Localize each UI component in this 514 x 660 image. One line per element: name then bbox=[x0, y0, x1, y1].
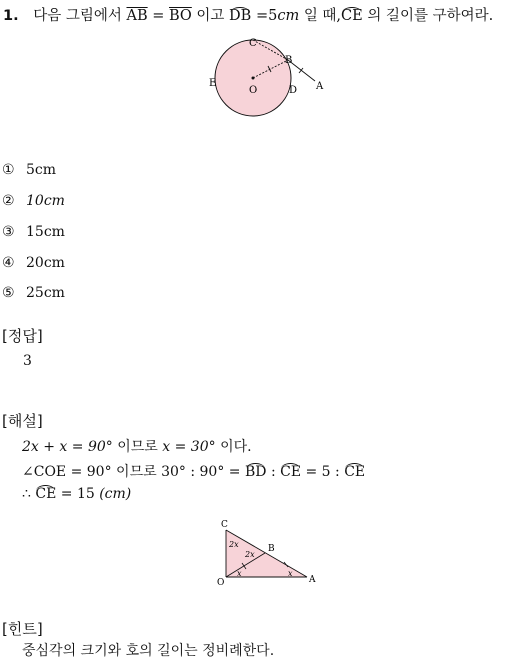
option-4-mark: ④ bbox=[2, 255, 15, 271]
sol-l1-mid: 이므로 bbox=[117, 439, 158, 455]
answer-value: 3 bbox=[23, 353, 32, 369]
label-e: E bbox=[209, 78, 217, 89]
circle-figure bbox=[200, 32, 335, 150]
label-b: B bbox=[285, 55, 293, 66]
option-1-mark: ① bbox=[2, 162, 15, 178]
question-part-1: 다음 그림에서 bbox=[33, 8, 122, 24]
option-3-mark: ③ bbox=[2, 224, 15, 240]
arc-length-value: 5 bbox=[268, 8, 278, 24]
option-5-mark: ⑤ bbox=[2, 285, 15, 301]
question-number: 1. bbox=[3, 8, 19, 24]
option-5[interactable] bbox=[2, 285, 65, 301]
question-text bbox=[3, 4, 493, 25]
label-o: O bbox=[249, 85, 258, 96]
angle-2x-top: 2x bbox=[229, 540, 239, 549]
label-b-2: B bbox=[268, 544, 275, 554]
option-4-value: 20cm bbox=[26, 255, 65, 271]
sol-l1-res: x = 30° bbox=[162, 439, 216, 455]
label-a-2: A bbox=[309, 575, 316, 585]
equals-sign: = bbox=[152, 8, 165, 24]
option-3-value: 15cm bbox=[26, 224, 65, 240]
label-c-2: C bbox=[221, 520, 228, 530]
equals-sign-2: = bbox=[255, 8, 269, 24]
sol-l3-arc-ce: CE bbox=[35, 486, 57, 502]
option-2-value: 10cm bbox=[26, 193, 65, 209]
angle-x-right: x bbox=[288, 569, 293, 578]
sol-l3-therefore: ∴ bbox=[22, 486, 31, 502]
angle-2x-mid: 2x bbox=[245, 550, 255, 559]
option-1-value: 5cm bbox=[26, 162, 57, 178]
angle-x-bottom: x bbox=[237, 569, 242, 578]
hint-text: 중심각의 크기와 호의 길이는 정비례한다. bbox=[22, 643, 275, 659]
answer-heading: [정답] bbox=[2, 327, 43, 345]
label-c: C bbox=[249, 38, 257, 49]
arc-ce: CE bbox=[341, 8, 363, 24]
sol-l2-arc-ce-2: CE bbox=[344, 464, 366, 480]
hint-heading: [힌트] bbox=[2, 620, 43, 638]
sol-l2-a: ∠COE = 90° bbox=[22, 464, 112, 480]
segment-ab: $\overline{AB}$ bbox=[126, 8, 148, 24]
sol-l1-expr: 2x + x = 90° bbox=[22, 439, 113, 455]
label-o-2: O bbox=[217, 578, 225, 587]
sol-l2-b: 30° : 90° = bbox=[161, 464, 241, 480]
sol-l2-arc-bd: BD bbox=[244, 464, 267, 480]
question-part-3: 일 때, bbox=[303, 8, 342, 24]
arc-db: DB bbox=[229, 8, 252, 24]
sol-l3-res: = 15 bbox=[60, 486, 95, 502]
sol-l3-unit: (cm) bbox=[99, 486, 132, 502]
center-point bbox=[252, 77, 255, 80]
question-part-2: 이고 bbox=[196, 8, 225, 24]
option-3[interactable] bbox=[2, 224, 65, 240]
option-1[interactable] bbox=[2, 162, 56, 178]
solution-line-1 bbox=[22, 436, 252, 456]
question-part-4: 의 길이를 구하여라. bbox=[367, 8, 494, 24]
triangle-figure bbox=[212, 517, 322, 587]
option-2[interactable] bbox=[2, 193, 65, 209]
option-4[interactable] bbox=[2, 255, 65, 271]
solution-line-3 bbox=[22, 486, 131, 502]
sol-l2-c: = 5 : bbox=[305, 464, 340, 480]
sol-l1-end: 이다. bbox=[220, 439, 252, 455]
sol-l2-arc-ce: CE bbox=[280, 464, 302, 480]
arc-length-unit: cm bbox=[277, 8, 300, 24]
label-a: A bbox=[316, 81, 324, 92]
option-5-value: 25cm bbox=[26, 285, 65, 301]
solution-line-2 bbox=[22, 461, 365, 481]
label-d: D bbox=[289, 85, 298, 96]
solution-heading: [해설] bbox=[2, 412, 43, 430]
segment-bo: $\overline{BO}$ bbox=[169, 8, 192, 24]
sol-l2-mid: 이므로 bbox=[116, 464, 157, 480]
sol-l2-colon: : bbox=[270, 464, 276, 480]
option-2-mark: ② bbox=[2, 193, 15, 209]
